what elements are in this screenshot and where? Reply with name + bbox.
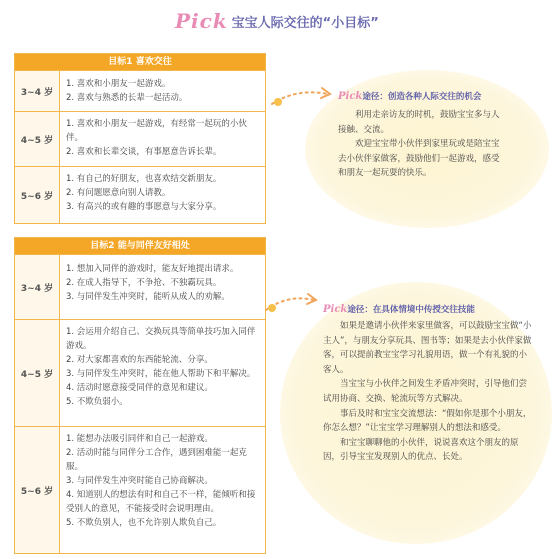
page-title [175, 10, 379, 32]
goal2-table [14, 237, 266, 554]
list-item: 1. 想加入同伴的游戏时，能友好地提出请求。 [66, 264, 239, 274]
age-label: 3~4 岁 [15, 255, 60, 319]
pick-logo: Pick [175, 9, 228, 33]
list-item: 2. 对大家都喜欢的东西能轮流、分享。 [66, 355, 213, 365]
tip1-heading-text: 途径：创造各种人际交往的机会 [362, 92, 482, 102]
tip2-paragraph: 和宝宝聊聊他的小伙伴，说说喜欢这个朋友的原因，引导宝宝发现别人的优点、长处。 [323, 437, 519, 463]
list-item: 4. 知道别人的想法有时和自己不一样，能倾听和接受别人的意见，不能接受时会说明理由。 [66, 490, 256, 514]
dotted-arrow-icon [262, 290, 322, 316]
table-row [15, 254, 265, 319]
tip2-paragraph: 事后及时和宝宝交流想法：“假如你是那个小朋友，你怎么想？”让宝宝学习理解别人的想法和感受。 [323, 408, 532, 434]
age-label: 5~6 岁 [15, 167, 60, 223]
table-row [15, 319, 265, 426]
list-item: 3. 与同伴发生冲突时，能听从成人的劝解。 [66, 292, 230, 302]
list-item: 3. 有高兴的或有趣的事愿意与大家分享。 [66, 202, 222, 212]
list-item: 3. 与同伴发生冲突时能自己协商解决。 [66, 476, 213, 486]
list-item: 2. 活动时能与同伴分工合作，遇到困难能一起克服。 [66, 448, 247, 472]
goal1-table [14, 53, 266, 224]
list-item: 1. 会运用介绍自己、交换玩具等简单技巧加入同伴游戏。 [66, 327, 256, 351]
age-label: 3~4 岁 [15, 71, 60, 111]
list-item: 1. 能想办法吸引同伴和自己一起游戏。 [66, 434, 213, 444]
list-item: 5. 不欺负别人，也不允许别人欺负自己。 [66, 518, 222, 528]
age-label: 4~5 岁 [15, 320, 60, 426]
pick-logo: Pick [323, 304, 348, 315]
age-label: 4~5 岁 [15, 112, 60, 166]
table-row [15, 111, 265, 166]
list-item: 1. 有自己的好朋友，也喜欢结交新朋友。 [66, 174, 222, 184]
list-item: 1. 喜欢和小朋友一起游戏。 [66, 79, 171, 89]
tip1-heading [338, 90, 506, 104]
table-row [15, 166, 265, 223]
list-item: 2. 喜欢和长辈交谈，有事愿意告诉长辈。 [66, 147, 222, 157]
list-item: 2. 喜欢与熟悉的长辈一起活动。 [66, 93, 188, 103]
tip2-heading-text: 途径：在具体情境中传授交往技能 [347, 305, 475, 315]
page-title-text: 宝宝人际交往的“小目标” [231, 15, 379, 31]
tip2-paragraph: 如果是邀请小伙伴来家里做客，可以鼓励宝宝做“小主人”，与朋友分享玩具、图书等；如果是去小伙伴家做客，可以提前教宝宝学习礼貌用语，做一个有礼貌的小客人。 [323, 321, 532, 375]
goal2-header: 目标2 能与同伴友好相处 [15, 238, 265, 254]
list-item: 2. 在成人指导下，不争抢、不独霸玩具。 [66, 278, 222, 288]
pick-logo: Pick [338, 91, 363, 102]
table-row [15, 70, 265, 111]
dotted-arrow-icon [268, 82, 338, 112]
list-item: 2. 有问题愿意向别人请教。 [66, 188, 171, 198]
age-label: 5~6 岁 [15, 427, 60, 553]
table-row [15, 426, 265, 553]
tip1-paragraph: 欢迎宝宝带小伙伴到家里玩或是陪宝宝去小伙伴家做客，鼓励他们一起游戏，感受和朋友一起玩耍的快乐。 [338, 139, 500, 179]
tip2 [323, 303, 535, 465]
list-item: 1. 喜欢和小朋友一起游戏，有经常一起玩的小伙伴。 [66, 119, 247, 143]
tip1 [338, 90, 506, 181]
list-item: 4. 活动时愿意接受同伴的意见和建议。 [66, 383, 213, 393]
goal1-header: 目标1 喜欢交往 [15, 54, 265, 70]
list-item: 3. 与同伴发生冲突时，能在他人帮助下和平解决。 [66, 369, 256, 379]
tip2-heading [323, 303, 535, 317]
list-item: 5. 不欺负弱小。 [66, 397, 128, 407]
tip2-paragraph: 当宝宝与小伙伴之间发生矛盾冲突时，引导他们尝试用协商、交换、轮流玩等方式解决。 [323, 379, 528, 404]
tip1-paragraph: 利用走亲访友的时机，鼓励宝宝多与人接触、交流。 [338, 110, 500, 135]
